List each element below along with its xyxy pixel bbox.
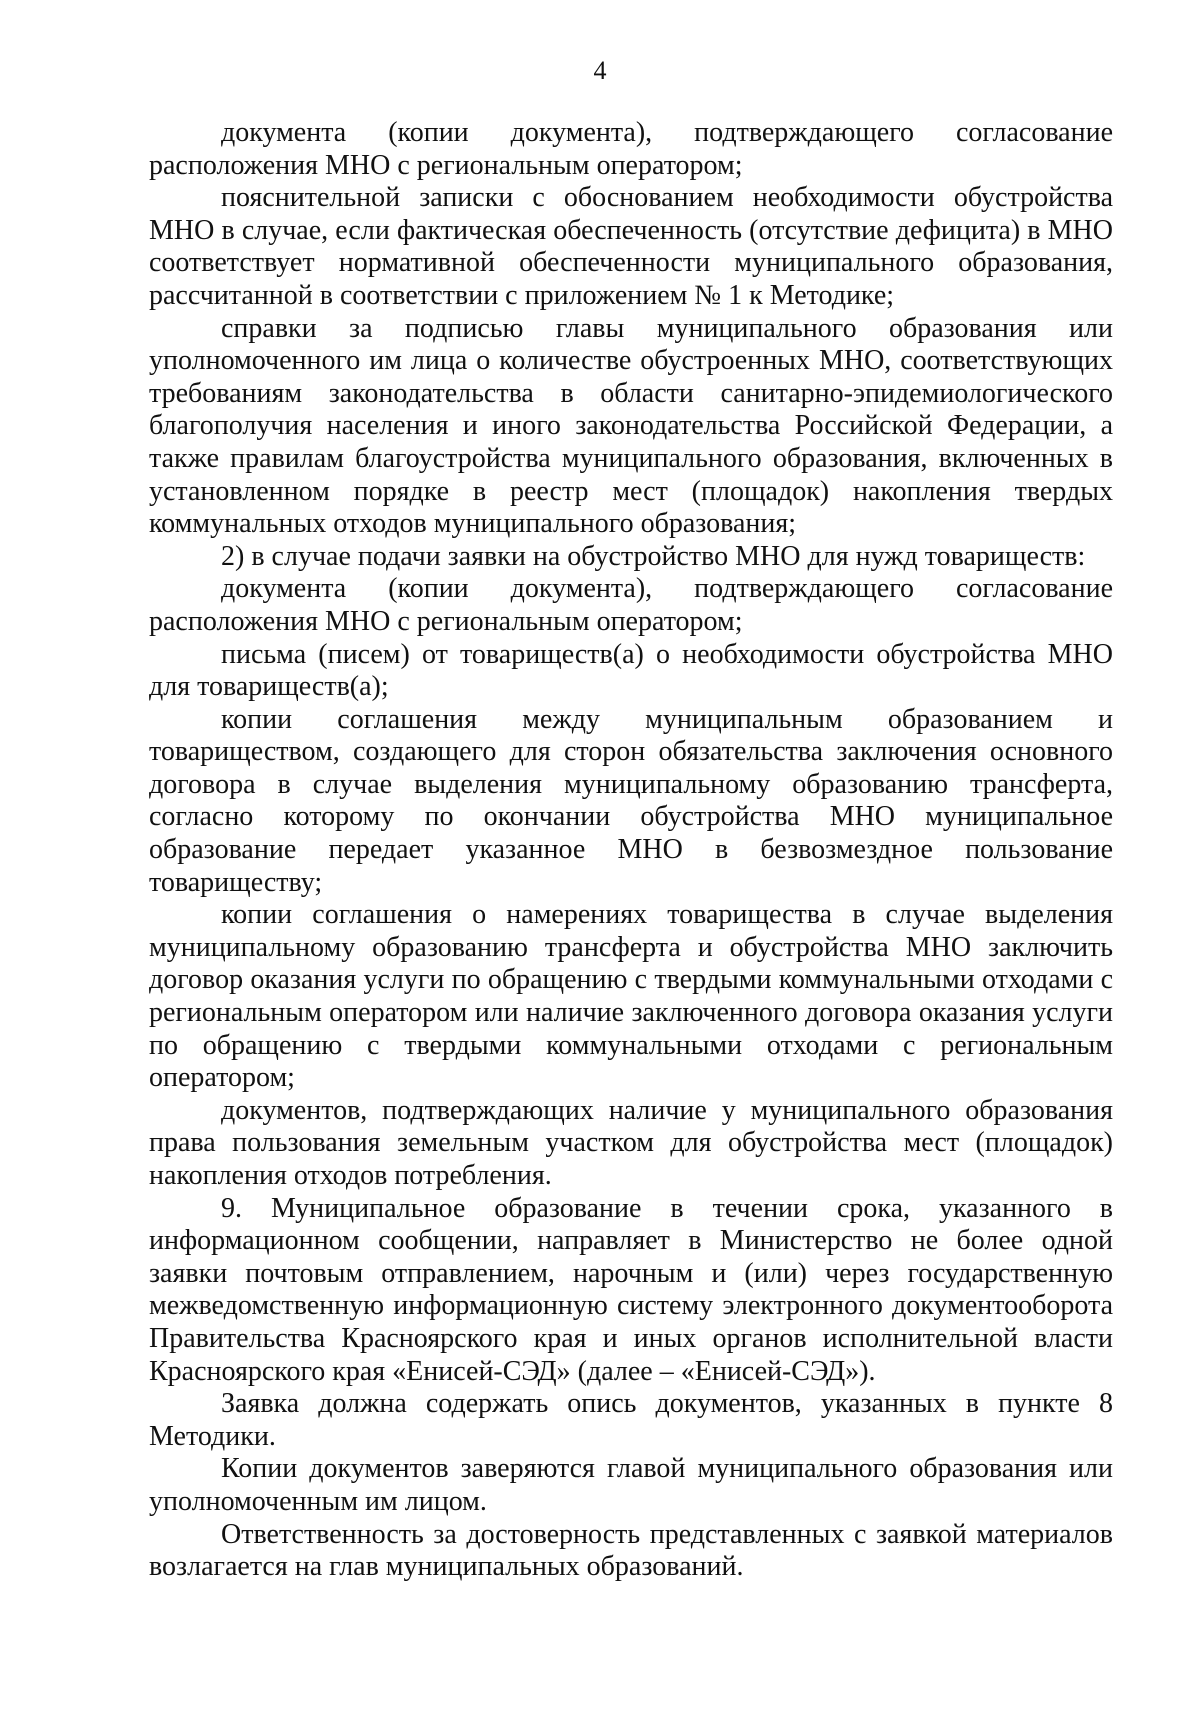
paragraph: копии соглашения между муниципальным образованием и товариществом, создающего для сторон обязательства заключения основного договора в случае выделения муниципальному образованию трансферта, согласно которому по окончании обустройства МНО муниципальное образование передает указанное МНО в безвозмездное пользование товариществу; bbox=[149, 703, 1113, 898]
paragraph: 2) в случае подачи заявки на обустройство МНО для нужд товариществ: bbox=[221, 540, 1086, 572]
paragraph: Копии документов заверяются главой муниципального образования или уполномоченным им лицом. bbox=[149, 1453, 1113, 1517]
paragraph: справки за подписью главы муниципального образования или уполномоченного им лица о количестве обустроенных МНО, соответствующих требованиям законодательства в области санитарно-эпидемиологического благополучия населения и иного законодательства Российской Федерации, а также правилам благоустройства муниципального образования, включенных в установленном порядке в реестр мест (площадок) накопления твердых коммунальных отходов муниципального образования; bbox=[149, 312, 1113, 540]
paragraph: письма (писем) от товариществ(а) о необходимости обустройства МНО для товариществ(а); bbox=[149, 638, 1113, 703]
paragraph: Ответственность за достоверность представленных с заявкой материалов возлагается на глав муниципальных образований. bbox=[149, 1518, 1113, 1583]
paragraph: пояснительной записки с обоснованием необходимости обустройства МНО в случае, если фактическая обеспеченность (отсутствие дефицита) в МНО соответствует нормативной обеспеченности муниципального образования, рассчитанной в соответствии с приложением № 1 к Методике; bbox=[149, 182, 1113, 311]
paragraph: копии соглашения о намерениях товарищества в случае выделения муниципальному образованию трансферта и обустройства МНО заключить договор оказания услуги по обращению с твердыми коммунальными отходами с региональным оператором или наличие заключенного договора оказания услуги по обращению с твердыми коммунальными отходами с региональным оператором; bbox=[149, 899, 1113, 1094]
paragraph: документа (копии документа), подтверждающего согласование расположения МНО с региональным оператором; bbox=[149, 117, 1113, 181]
paragraph: 9. Муниципальное образование в течении срока, указанного в информационном сообщении, направляет в Министерство не более одной заявки почтовым отправлением, нарочным и (или) через государственную межведомственную информационную систему электронного документооборота Правительства Красноярского края и иных органов исполнительной власти Красноярского края «Енисей-СЭД» (далее – «Енисей-СЭД»). bbox=[149, 1192, 1113, 1387]
paragraph: документа (копии документа), подтверждающего согласование расположения МНО с региональным оператором; bbox=[149, 573, 1113, 637]
paragraph: Заявка должна содержать опись документов, указанных в пункте 8 Методики. bbox=[149, 1388, 1113, 1452]
paragraph: документов, подтверждающих наличие у муниципального образования права пользования земельным участком для обустройства мест (площадок) накопления отходов потребления. bbox=[149, 1094, 1113, 1191]
page-number: 4 bbox=[593, 56, 607, 85]
document-body bbox=[149, 117, 1113, 1584]
